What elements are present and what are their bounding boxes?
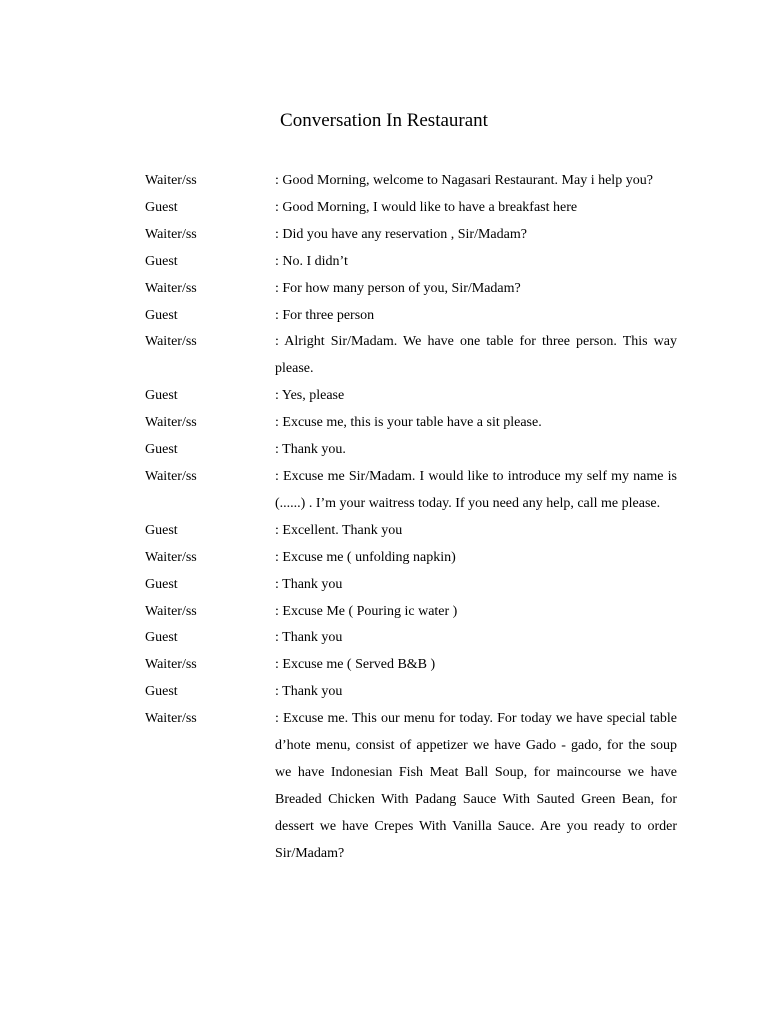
dialog-line: : Thank you xyxy=(275,684,343,700)
dialog-row xyxy=(145,276,678,303)
speaker-label: Guest xyxy=(145,576,178,592)
dialog-line: : Excuse me ( unfolding napkin) xyxy=(275,549,456,565)
dialog-row xyxy=(145,303,678,330)
dialog-line: : Excuse me Sir/Madam. I would like to introduce my self my name is (......) . I’m your waitress today. If you need any help, call me please. xyxy=(275,468,677,511)
dialog-line: : Good Morning, I would like to have a breakfast here xyxy=(275,199,578,215)
dialog-row xyxy=(145,168,678,195)
dialog-row xyxy=(145,329,678,383)
speaker-label: Waiter/ss xyxy=(145,226,197,242)
dialog-row xyxy=(145,518,678,545)
dialog-row xyxy=(145,410,678,437)
speaker-label: Guest xyxy=(145,630,178,646)
speaker-label: Waiter/ss xyxy=(145,603,197,619)
speaker-label: Waiter/ss xyxy=(145,415,197,431)
speaker-label: Waiter/ss xyxy=(145,173,197,188)
dialog-line: : Did you have any reservation , Sir/Madam? xyxy=(275,226,527,242)
dialog-row xyxy=(145,383,678,410)
dialog-row xyxy=(145,222,678,249)
speaker-label: Guest xyxy=(145,442,178,458)
speaker-label: Waiter/ss xyxy=(145,334,197,350)
dialog-row xyxy=(145,437,678,464)
speaker-label: Guest xyxy=(145,307,178,323)
dialog-row xyxy=(145,599,678,626)
dialog-row xyxy=(145,625,678,652)
speaker-label: Guest xyxy=(145,388,178,404)
dialog-line: : Thank you xyxy=(275,630,343,646)
dialog-row xyxy=(145,706,678,867)
dialog-line: : Alright Sir/Madam. We have one table for three person. This way please. xyxy=(275,334,677,377)
speaker-label: Guest xyxy=(145,253,178,269)
dialog-line: : Thank you xyxy=(275,576,343,592)
dialog-line: : Excuse me. This our menu for today. For today we have special table d’hote menu, consist of appetizer we have Gado - gado, for the soup we have Indonesian Fish Meat Ball Soup, for maincourse we have Breaded Chicken With Padang Sauce With Sauted Green Bean, for dessert we have Crepes With Vanilla Sauce. Are you ready to order Sir/Madam? xyxy=(275,711,677,861)
dialog-line: : Excuse Me ( Pouring ic water ) xyxy=(275,603,458,619)
dialog-line: : Thank you. xyxy=(275,442,346,458)
dialog-row xyxy=(145,652,678,679)
dialog-row xyxy=(145,195,678,222)
dialog-row xyxy=(145,545,678,572)
dialog-line: : Excellent. Thank you xyxy=(275,522,403,538)
dialog-row xyxy=(145,249,678,276)
speaker-label: Waiter/ss xyxy=(145,280,197,296)
speaker-label: Guest xyxy=(145,522,178,538)
dialog-line: : No. I didn’t xyxy=(275,253,348,269)
dialog-row xyxy=(145,572,678,599)
dialog-row xyxy=(145,464,678,518)
dialog-line: : Excuse me ( Served B&B ) xyxy=(275,657,436,673)
speaker-label: Waiter/ss xyxy=(145,657,197,673)
dialog-line: : For three person xyxy=(275,307,375,323)
speaker-label: Guest xyxy=(145,199,178,215)
dialog-line: : Yes, please xyxy=(275,388,345,404)
dialog-line: : Good Morning, welcome to Nagasari Restaurant. May i help you? xyxy=(275,173,653,188)
speaker-label: Waiter/ss xyxy=(145,711,197,727)
document-title: Conversation In Restaurant xyxy=(280,110,488,131)
dialog-row xyxy=(145,679,678,706)
speaker-label: Waiter/ss xyxy=(145,468,197,484)
conversation-dialog xyxy=(145,168,678,868)
speaker-label: Waiter/ss xyxy=(145,549,197,565)
dialog-line: : For how many person of you, Sir/Madam? xyxy=(275,280,521,296)
speaker-label: Guest xyxy=(145,684,178,700)
dialog-line: : Excuse me, this is your table have a sit please. xyxy=(275,415,542,431)
